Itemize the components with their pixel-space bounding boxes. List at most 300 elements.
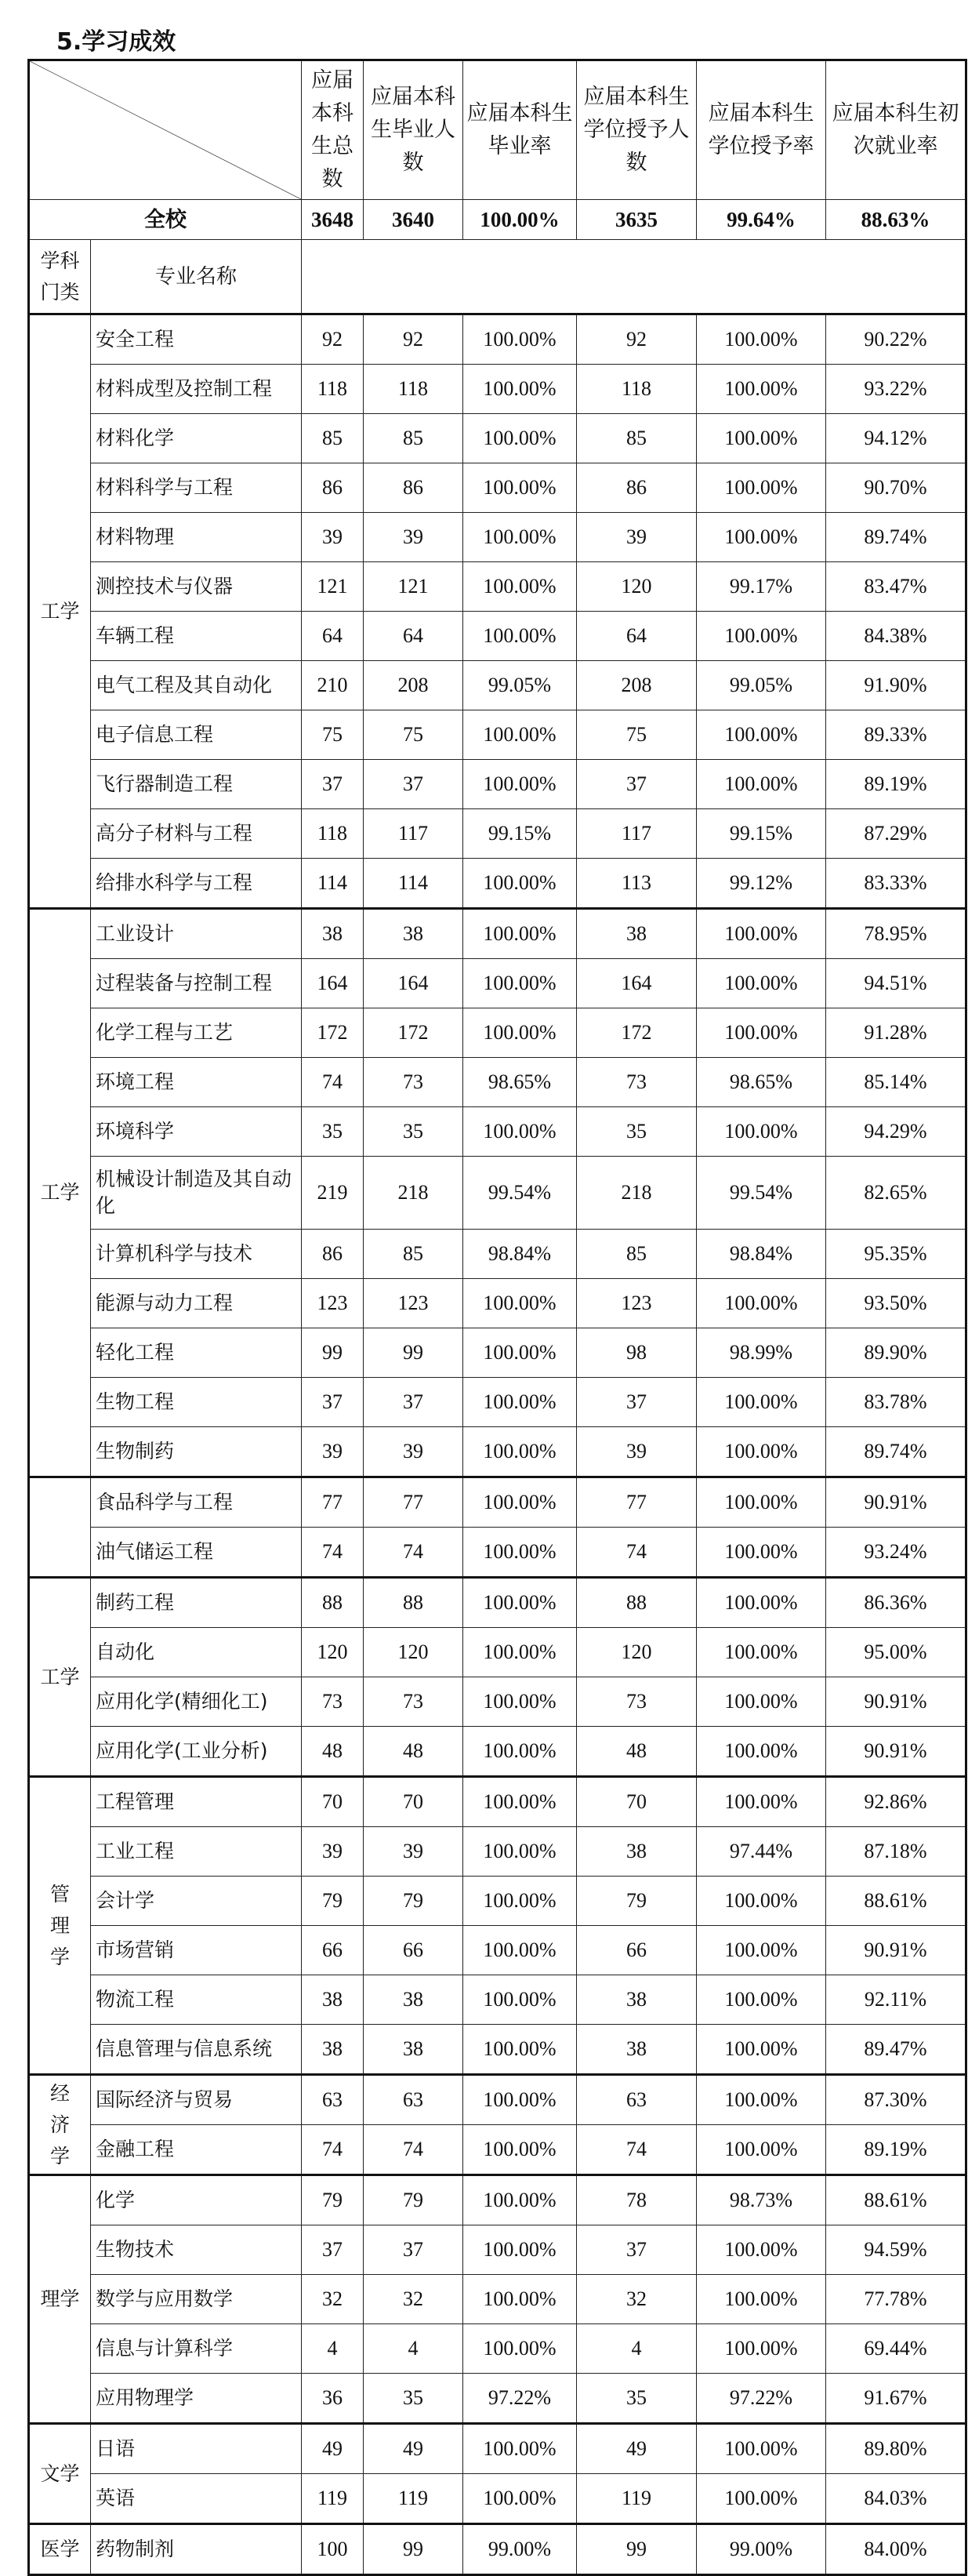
graduates-cell: 39: [364, 1427, 463, 1477]
table-row: [29, 365, 966, 414]
degrees-awarded-cell: 120: [577, 1628, 697, 1677]
degree-rate-cell: 100.00%: [697, 2275, 826, 2324]
table-row: [29, 1926, 966, 1975]
total-value: 3640: [364, 200, 463, 240]
graduates-cell: 37: [364, 1378, 463, 1427]
total-students-cell: 119: [302, 2474, 364, 2524]
degrees-awarded-cell: 74: [577, 1528, 697, 1578]
degree-rate-cell: 99.05%: [697, 661, 826, 710]
table-row: [29, 1827, 966, 1877]
degrees-awarded-cell: 172: [577, 1008, 697, 1058]
major-name-cell: 制药工程: [91, 1578, 302, 1628]
major-name-cell: 安全工程: [91, 314, 302, 365]
table-row: [29, 1107, 966, 1157]
graduation-rate-cell: 100.00%: [463, 1427, 577, 1477]
major-name-cell: 数学与应用数学: [91, 2275, 302, 2324]
table-row: [29, 2374, 966, 2424]
degree-rate-cell: 100.00%: [697, 2225, 826, 2275]
employment-rate-cell: 88.61%: [826, 1877, 966, 1926]
header-graduation-rate: 应届本科生毕业率: [463, 60, 577, 200]
category-cell: 工学: [29, 314, 91, 909]
graduates-cell: 114: [364, 859, 463, 909]
major-name-cell: 金融工程: [91, 2125, 302, 2175]
employment-rate-cell: 78.95%: [826, 909, 966, 959]
degrees-awarded-cell: 37: [577, 1378, 697, 1427]
total-students-cell: 66: [302, 1926, 364, 1975]
degrees-awarded-cell: 38: [577, 2025, 697, 2075]
graduation-rate-cell: 100.00%: [463, 1107, 577, 1157]
degree-rate-cell: 99.00%: [697, 2524, 826, 2575]
table-row: [29, 1477, 966, 1528]
table-row: [29, 1727, 966, 1777]
degree-rate-cell: 99.54%: [697, 1157, 826, 1230]
total-students-cell: 39: [302, 1827, 364, 1877]
employment-rate-cell: 89.33%: [826, 710, 966, 760]
major-name-cell: 国际经济与贸易: [91, 2075, 302, 2125]
employment-rate-cell: 94.51%: [826, 959, 966, 1008]
graduation-rate-cell: 98.84%: [463, 1230, 577, 1279]
major-name-cell: 测控技术与仪器: [91, 562, 302, 612]
employment-rate-cell: 95.35%: [826, 1230, 966, 1279]
degree-rate-cell: 100.00%: [697, 760, 826, 809]
major-name-cell: 能源与动力工程: [91, 1279, 302, 1328]
table-row: [29, 760, 966, 809]
graduation-rate-cell: 100.00%: [463, 1777, 577, 1827]
degree-rate-cell: 100.00%: [697, 314, 826, 365]
total-students-cell: 35: [302, 1107, 364, 1157]
employment-rate-cell: 89.74%: [826, 513, 966, 562]
degree-rate-cell: 100.00%: [697, 1727, 826, 1777]
major-name-cell: 过程装备与控制工程: [91, 959, 302, 1008]
graduates-cell: 74: [364, 2125, 463, 2175]
subheader-row: [29, 240, 966, 314]
graduates-cell: 66: [364, 1926, 463, 1975]
degrees-awarded-cell: 99: [577, 2524, 697, 2575]
graduates-cell: 39: [364, 1827, 463, 1877]
graduates-cell: 79: [364, 1877, 463, 1926]
graduates-cell: 37: [364, 760, 463, 809]
header-degree-rate: 应届本科生学位授予率: [697, 60, 826, 200]
total-students-cell: 77: [302, 1477, 364, 1528]
graduates-cell: 123: [364, 1279, 463, 1328]
employment-rate-cell: 89.19%: [826, 2125, 966, 2175]
graduates-cell: 70: [364, 1777, 463, 1827]
graduation-rate-cell: 98.65%: [463, 1058, 577, 1107]
graduates-cell: 85: [364, 414, 463, 463]
degree-rate-cell: 100.00%: [697, 1578, 826, 1628]
major-name-cell: 油气储运工程: [91, 1528, 302, 1578]
graduation-rate-cell: 100.00%: [463, 1528, 577, 1578]
table-row: [29, 1975, 966, 2025]
total-students-cell: 86: [302, 1230, 364, 1279]
total-value: 100.00%: [463, 200, 577, 240]
employment-rate-cell: 89.74%: [826, 1427, 966, 1477]
graduates-cell: 37: [364, 2225, 463, 2275]
degrees-awarded-cell: 113: [577, 859, 697, 909]
employment-rate-cell: 90.91%: [826, 1677, 966, 1727]
total-value: 88.63%: [826, 200, 966, 240]
degree-rate-cell: 97.22%: [697, 2374, 826, 2424]
total-students-cell: 48: [302, 1727, 364, 1777]
graduates-cell: 99: [364, 1328, 463, 1378]
table-row: [29, 661, 966, 710]
degree-rate-cell: 100.00%: [697, 1877, 826, 1926]
graduation-rate-cell: 100.00%: [463, 365, 577, 414]
degree-rate-cell: 100.00%: [697, 1975, 826, 2025]
major-name-cell: 生物制药: [91, 1427, 302, 1477]
degrees-awarded-cell: 86: [577, 463, 697, 513]
learning-outcomes-table: [27, 59, 967, 2576]
degree-rate-cell: 100.00%: [697, 1107, 826, 1157]
graduates-cell: 117: [364, 809, 463, 859]
degree-rate-cell: 100.00%: [697, 463, 826, 513]
total-row: [29, 200, 966, 240]
degree-rate-cell: 99.17%: [697, 562, 826, 612]
graduation-rate-cell: 100.00%: [463, 314, 577, 365]
category-cell: 管理学: [29, 1777, 91, 2075]
employment-rate-cell: 85.14%: [826, 1058, 966, 1107]
degrees-awarded-cell: 37: [577, 2225, 697, 2275]
major-name-cell: 药物制剂: [91, 2524, 302, 2575]
graduation-rate-cell: 100.00%: [463, 1926, 577, 1975]
degrees-awarded-cell: 32: [577, 2275, 697, 2324]
employment-rate-cell: 90.91%: [826, 1727, 966, 1777]
graduation-rate-cell: 100.00%: [463, 2324, 577, 2374]
degrees-awarded-cell: 75: [577, 710, 697, 760]
major-name-cell: 自动化: [91, 1628, 302, 1677]
degree-rate-cell: 100.00%: [697, 1628, 826, 1677]
graduation-rate-cell: 100.00%: [463, 1008, 577, 1058]
degree-rate-cell: 100.00%: [697, 2324, 826, 2374]
category-cell: 理学: [29, 2175, 91, 2424]
graduates-cell: 218: [364, 1157, 463, 1230]
table-row: [29, 1578, 966, 1628]
graduates-cell: 49: [364, 2424, 463, 2474]
table-row: [29, 1877, 966, 1926]
degree-rate-cell: 97.44%: [697, 1827, 826, 1877]
degree-rate-cell: 98.99%: [697, 1328, 826, 1378]
total-students-cell: 85: [302, 414, 364, 463]
employment-rate-cell: 95.00%: [826, 1628, 966, 1677]
graduates-cell: 38: [364, 909, 463, 959]
total-students-cell: 73: [302, 1677, 364, 1727]
employment-rate-cell: 91.28%: [826, 1008, 966, 1058]
employment-rate-cell: 91.90%: [826, 661, 966, 710]
degree-rate-cell: 100.00%: [697, 2125, 826, 2175]
graduation-rate-cell: 100.00%: [463, 2075, 577, 2125]
degrees-awarded-cell: 78: [577, 2175, 697, 2225]
header-total-students: 应届本科生总数: [302, 60, 364, 200]
major-name-cell: 材料科学与工程: [91, 463, 302, 513]
table-row: [29, 1328, 966, 1378]
degrees-awarded-cell: 48: [577, 1727, 697, 1777]
degrees-awarded-cell: 64: [577, 612, 697, 661]
degrees-awarded-cell: 35: [577, 1107, 697, 1157]
degree-rate-cell: 98.65%: [697, 1058, 826, 1107]
category-cell: 医学: [29, 2524, 91, 2575]
degrees-awarded-cell: 98: [577, 1328, 697, 1378]
degree-rate-cell: 100.00%: [697, 365, 826, 414]
total-value: 3648: [302, 200, 364, 240]
graduation-rate-cell: 99.00%: [463, 2524, 577, 2575]
degrees-awarded-cell: 118: [577, 365, 697, 414]
degrees-awarded-cell: 218: [577, 1157, 697, 1230]
table-row: [29, 2524, 966, 2575]
graduates-cell: 64: [364, 612, 463, 661]
table-row: [29, 809, 966, 859]
table-row: [29, 513, 966, 562]
major-name-cell: 食品科学与工程: [91, 1477, 302, 1528]
table-row: [29, 2424, 966, 2474]
degrees-awarded-cell: 63: [577, 2075, 697, 2125]
degrees-awarded-cell: 66: [577, 1926, 697, 1975]
table-row: [29, 2025, 966, 2075]
employment-rate-cell: 87.30%: [826, 2075, 966, 2125]
degrees-awarded-cell: 38: [577, 1827, 697, 1877]
table-row: [29, 2175, 966, 2225]
employment-rate-cell: 89.80%: [826, 2424, 966, 2474]
employment-rate-cell: 89.90%: [826, 1328, 966, 1378]
total-value: 99.64%: [697, 200, 826, 240]
major-name-cell: 信息与计算科学: [91, 2324, 302, 2374]
degrees-awarded-cell: 92: [577, 314, 697, 365]
graduates-cell: 121: [364, 562, 463, 612]
graduation-rate-cell: 100.00%: [463, 710, 577, 760]
employment-rate-cell: 84.38%: [826, 612, 966, 661]
total-students-cell: 75: [302, 710, 364, 760]
degree-rate-cell: 100.00%: [697, 513, 826, 562]
major-name-cell: 电子信息工程: [91, 710, 302, 760]
degrees-awarded-cell: 117: [577, 809, 697, 859]
employment-rate-cell: 90.91%: [826, 1477, 966, 1528]
table-row: [29, 1008, 966, 1058]
major-name-cell: 应用化学(工业分析): [91, 1727, 302, 1777]
degrees-awarded-cell: 4: [577, 2324, 697, 2374]
employment-rate-cell: 83.47%: [826, 562, 966, 612]
graduation-rate-cell: 100.00%: [463, 1727, 577, 1777]
degree-rate-cell: 100.00%: [697, 414, 826, 463]
degrees-awarded-cell: 120: [577, 562, 697, 612]
degrees-awarded-cell: 35: [577, 2374, 697, 2424]
total-students-cell: 118: [302, 365, 364, 414]
major-name-cell: 材料成型及控制工程: [91, 365, 302, 414]
major-name-cell: 物流工程: [91, 1975, 302, 2025]
category-cell: 工学: [29, 1578, 91, 1777]
graduation-rate-cell: 100.00%: [463, 2025, 577, 2075]
diagonal-header-cell: [29, 60, 302, 200]
total-students-cell: 38: [302, 909, 364, 959]
total-students-cell: 36: [302, 2374, 364, 2424]
major-name-cell: 工业工程: [91, 1827, 302, 1877]
employment-rate-cell: 88.61%: [826, 2175, 966, 2225]
degrees-awarded-cell: 39: [577, 513, 697, 562]
degrees-awarded-cell: 85: [577, 414, 697, 463]
employment-rate-cell: 86.36%: [826, 1578, 966, 1628]
total-students-cell: 38: [302, 1975, 364, 2025]
major-name-cell: 材料化学: [91, 414, 302, 463]
employment-rate-cell: 89.47%: [826, 2025, 966, 2075]
employment-rate-cell: 93.50%: [826, 1279, 966, 1328]
graduation-rate-cell: 97.22%: [463, 2374, 577, 2424]
employment-rate-cell: 93.24%: [826, 1528, 966, 1578]
degree-rate-cell: 100.00%: [697, 2424, 826, 2474]
graduation-rate-cell: 100.00%: [463, 1877, 577, 1926]
degree-rate-cell: 100.00%: [697, 1279, 826, 1328]
major-name-cell: 英语: [91, 2474, 302, 2524]
total-students-cell: 32: [302, 2275, 364, 2324]
major-header: 专业名称: [91, 240, 302, 314]
graduation-rate-cell: 100.00%: [463, 1279, 577, 1328]
employment-rate-cell: 82.65%: [826, 1157, 966, 1230]
total-students-cell: 79: [302, 2175, 364, 2225]
graduation-rate-cell: 100.00%: [463, 760, 577, 809]
graduation-rate-cell: 99.15%: [463, 809, 577, 859]
graduation-rate-cell: 100.00%: [463, 2424, 577, 2474]
degree-rate-cell: 100.00%: [697, 1777, 826, 1827]
graduation-rate-cell: 100.00%: [463, 1328, 577, 1378]
employment-rate-cell: 84.00%: [826, 2524, 966, 2575]
major-name-cell: 飞行器制造工程: [91, 760, 302, 809]
total-students-cell: 38: [302, 2025, 364, 2075]
employment-rate-cell: 77.78%: [826, 2275, 966, 2324]
table-row: [29, 314, 966, 365]
employment-rate-cell: 87.18%: [826, 1827, 966, 1877]
employment-rate-cell: 92.86%: [826, 1777, 966, 1827]
total-students-cell: 79: [302, 1877, 364, 1926]
graduates-cell: 119: [364, 2474, 463, 2524]
total-students-cell: 86: [302, 463, 364, 513]
degree-rate-cell: 100.00%: [697, 2474, 826, 2524]
major-name-cell: 材料物理: [91, 513, 302, 562]
major-name-cell: 应用物理学: [91, 2374, 302, 2424]
major-name-cell: 会计学: [91, 1877, 302, 1926]
table-row: [29, 1279, 966, 1328]
total-students-cell: 118: [302, 809, 364, 859]
total-students-cell: 39: [302, 513, 364, 562]
total-students-cell: 88: [302, 1578, 364, 1628]
employment-rate-cell: 83.33%: [826, 859, 966, 909]
graduation-rate-cell: 100.00%: [463, 2225, 577, 2275]
degree-rate-cell: 100.00%: [697, 1008, 826, 1058]
major-name-cell: 给排水科学与工程: [91, 859, 302, 909]
total-students-cell: 172: [302, 1008, 364, 1058]
graduates-cell: 77: [364, 1477, 463, 1528]
major-name-cell: 市场营销: [91, 1926, 302, 1975]
major-name-cell: 生物技术: [91, 2225, 302, 2275]
graduation-rate-cell: 99.05%: [463, 661, 577, 710]
graduates-cell: 35: [364, 2374, 463, 2424]
degree-rate-cell: 99.15%: [697, 809, 826, 859]
total-students-cell: 74: [302, 1528, 364, 1578]
degree-rate-cell: 100.00%: [697, 909, 826, 959]
employment-rate-cell: 84.03%: [826, 2474, 966, 2524]
table-row: [29, 1378, 966, 1427]
graduates-cell: 120: [364, 1628, 463, 1677]
category-cell: [29, 1477, 91, 1578]
degree-rate-cell: 100.00%: [697, 1378, 826, 1427]
employment-rate-cell: 90.70%: [826, 463, 966, 513]
total-students-cell: 114: [302, 859, 364, 909]
total-students-cell: 74: [302, 2125, 364, 2175]
table-row: [29, 562, 966, 612]
graduation-rate-cell: 100.00%: [463, 2125, 577, 2175]
graduates-cell: 86: [364, 463, 463, 513]
graduation-rate-cell: 100.00%: [463, 859, 577, 909]
graduates-cell: 99: [364, 2524, 463, 2575]
category-cell: 经济学: [29, 2075, 91, 2175]
total-students-cell: 164: [302, 959, 364, 1008]
table-row: [29, 463, 966, 513]
graduates-cell: 208: [364, 661, 463, 710]
major-name-cell: 高分子材料与工程: [91, 809, 302, 859]
graduates-cell: 48: [364, 1727, 463, 1777]
table-row: [29, 1528, 966, 1578]
degrees-awarded-cell: 119: [577, 2474, 697, 2524]
category-header: 学科门类: [29, 240, 91, 314]
employment-rate-cell: 92.11%: [826, 1975, 966, 2025]
degrees-awarded-cell: 37: [577, 760, 697, 809]
total-value: 3635: [577, 200, 697, 240]
major-name-cell: 环境科学: [91, 1107, 302, 1157]
major-name-cell: 信息管理与信息系统: [91, 2025, 302, 2075]
employment-rate-cell: 94.29%: [826, 1107, 966, 1157]
table-row: [29, 612, 966, 661]
table-row: [29, 1628, 966, 1677]
table-row: [29, 1777, 966, 1827]
employment-rate-cell: 94.12%: [826, 414, 966, 463]
graduates-cell: 79: [364, 2175, 463, 2225]
graduates-cell: 63: [364, 2075, 463, 2125]
major-name-cell: 生物工程: [91, 1378, 302, 1427]
employment-rate-cell: 89.19%: [826, 760, 966, 809]
degrees-awarded-cell: 85: [577, 1230, 697, 1279]
degree-rate-cell: 100.00%: [697, 1528, 826, 1578]
employment-rate-cell: 90.91%: [826, 1926, 966, 1975]
degree-rate-cell: 98.84%: [697, 1230, 826, 1279]
graduates-cell: 85: [364, 1230, 463, 1279]
table-row: [29, 2474, 966, 2524]
graduation-rate-cell: 100.00%: [463, 909, 577, 959]
degrees-awarded-cell: 164: [577, 959, 697, 1008]
table-row: [29, 1157, 966, 1230]
table-row: [29, 1427, 966, 1477]
table-row: [29, 1677, 966, 1727]
graduates-cell: 73: [364, 1677, 463, 1727]
header-graduates: 应届本科生毕业人数: [364, 60, 463, 200]
graduates-cell: 74: [364, 1528, 463, 1578]
major-name-cell: 轻化工程: [91, 1328, 302, 1378]
degrees-awarded-cell: 74: [577, 2125, 697, 2175]
graduates-cell: 75: [364, 710, 463, 760]
degree-rate-cell: 100.00%: [697, 612, 826, 661]
employment-rate-cell: 87.29%: [826, 809, 966, 859]
graduates-cell: 88: [364, 1578, 463, 1628]
degree-rate-cell: 100.00%: [697, 1677, 826, 1727]
major-name-cell: 化学: [91, 2175, 302, 2225]
total-students-cell: 210: [302, 661, 364, 710]
major-name-cell: 电气工程及其自动化: [91, 661, 302, 710]
degree-rate-cell: 100.00%: [697, 959, 826, 1008]
degree-rate-cell: 100.00%: [697, 1926, 826, 1975]
total-label: 全校: [29, 200, 302, 240]
total-students-cell: 37: [302, 1378, 364, 1427]
employment-rate-cell: 90.22%: [826, 314, 966, 365]
header-degrees-awarded: 应届本科生学位授予人数: [577, 60, 697, 200]
total-students-cell: 4: [302, 2324, 364, 2374]
major-name-cell: 化学工程与工艺: [91, 1008, 302, 1058]
table-row: [29, 1230, 966, 1279]
graduates-cell: 73: [364, 1058, 463, 1107]
